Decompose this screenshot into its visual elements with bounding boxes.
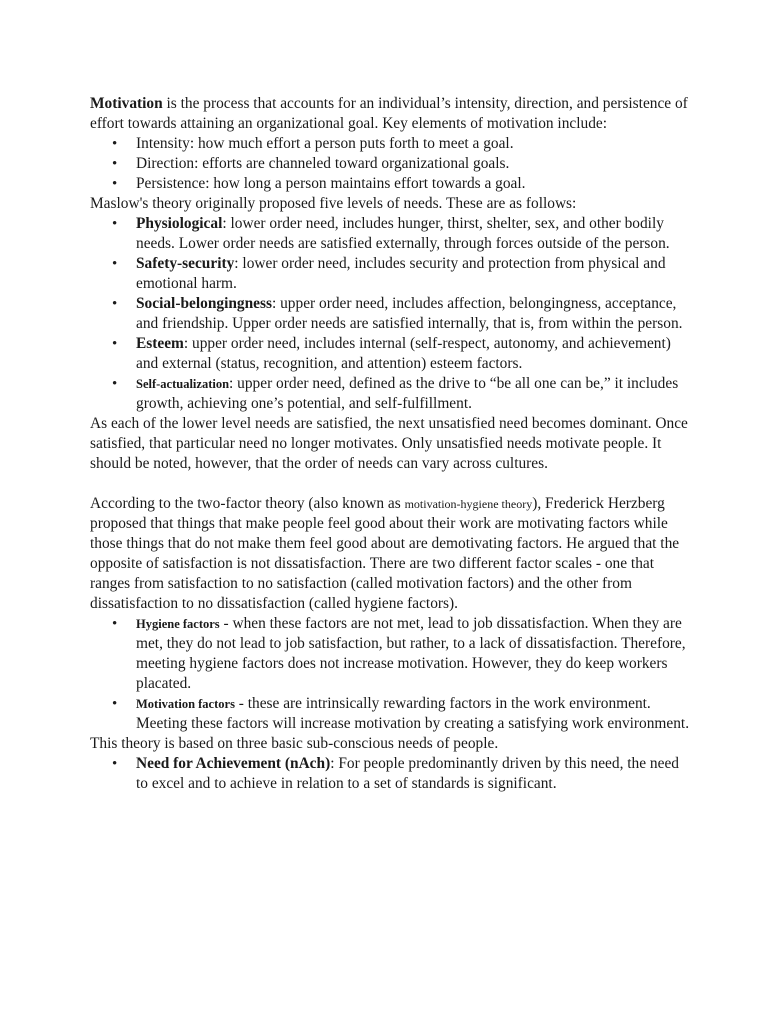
list-item	[90, 694, 690, 734]
list-item	[90, 254, 690, 294]
herzberg-rest: ), Frederick Herzberg proposed that things that make people feel good about their work are motivating factors while those things that do not make them feel good about are demotivating factors. He argued that the opposite of satisfaction is not dissatisfaction. There are two different factor scales - one that ranges from satisfaction to no satisfaction (called motivation factors) and the other from dissatisfaction to no dissatisfaction (called hygiene factors).	[90, 495, 680, 612]
list-item	[90, 214, 690, 254]
herzberg-lead: According to the two-factor theory (also known as	[90, 495, 405, 512]
factor-term: Hygiene factors	[136, 617, 220, 631]
herzberg-paragraph	[90, 494, 690, 614]
factor-term: Motivation factors	[136, 697, 235, 711]
motivation-definition	[90, 94, 690, 134]
key-elements-list	[90, 134, 690, 194]
need-term: Need for Achievement (nAch)	[136, 755, 331, 772]
factor-text: - when these factors are not met, lead to job dissatisfaction. When they are met, they do not lead to job satisfaction, but rather, to a lack of dissatisfaction. Therefore, meeting hygiene factors does not increase motivation. However, they do keep workers placated.	[136, 615, 686, 692]
herzberg-factors-list	[90, 614, 690, 734]
list-item: • Persistence: how long a person maintains effort towards a goal.	[90, 174, 690, 194]
motivation-definition-text: is the process that accounts for an individual’s intensity, direction, and persistence of effort towards attaining an organizational goal. Key elements of motivation include:	[90, 95, 688, 132]
need-text: : upper order need, includes affection, belongingness, acceptance, and friendship. Upper order needs are satisfied internally, that is, from within the person.	[136, 295, 683, 332]
list-item	[90, 294, 690, 334]
mcclelland-intro: This theory is based on three basic sub-conscious needs of people.	[90, 735, 499, 752]
need-term: Esteem	[136, 335, 184, 352]
motivation-term: Motivation	[90, 95, 163, 112]
factor-text: - these are intrinsically rewarding factors in the work environment. Meeting these factors will increase motivation by creating a satisfying work environment.	[136, 695, 690, 732]
list-item	[90, 334, 690, 374]
need-term: Physiological	[136, 215, 223, 232]
need-text: : upper order need, defined as the drive to “be all one can be,” it includes growth, achieving one’s potential, and self-fulfillment.	[136, 375, 679, 412]
mcclelland-needs-list	[90, 754, 690, 794]
document-body	[90, 94, 690, 794]
maslow-needs-list	[90, 214, 690, 414]
need-text: : upper order need, includes internal (self-respect, autonomy, and achievement) and external (status, recognition, and attention) esteem factors.	[136, 335, 671, 372]
paragraph-spacer	[90, 474, 690, 494]
maslow-intro: Maslow's theory originally proposed five levels of needs. These are as follows:	[90, 195, 577, 212]
list-item: • Intensity: how much effort a person puts forth to meet a goal.	[90, 134, 690, 154]
need-term: Self-actualization	[136, 377, 230, 391]
need-term: Social-belongingness	[136, 295, 272, 312]
need-text: : lower order need, includes hunger, thirst, shelter, sex, and other bodily needs. Lower order needs are satisfied externally, through forces outside of the person.	[136, 215, 670, 252]
list-item	[90, 754, 690, 794]
list-item	[90, 374, 690, 414]
maslow-closing: As each of the lower level needs are satisfied, the next unsatisfied need becomes dominant. Once satisfied, that particular need no longer motivates. Only unsatisfied needs motivate people. It should be noted, however, that the order of needs can vary across cultures.	[90, 415, 688, 472]
need-text: : lower order need, includes security and protection from physical and emotional harm.	[136, 255, 666, 292]
list-item: • Direction: efforts are channeled toward organizational goals.	[90, 154, 690, 174]
need-term: Safety-security	[136, 255, 235, 272]
list-item	[90, 614, 690, 694]
need-text: : For people predominantly driven by this need, the need to excel and to achieve in relation to a set of standards is significant.	[136, 755, 679, 792]
herzberg-alias: motivation-hygiene theory	[404, 497, 533, 511]
